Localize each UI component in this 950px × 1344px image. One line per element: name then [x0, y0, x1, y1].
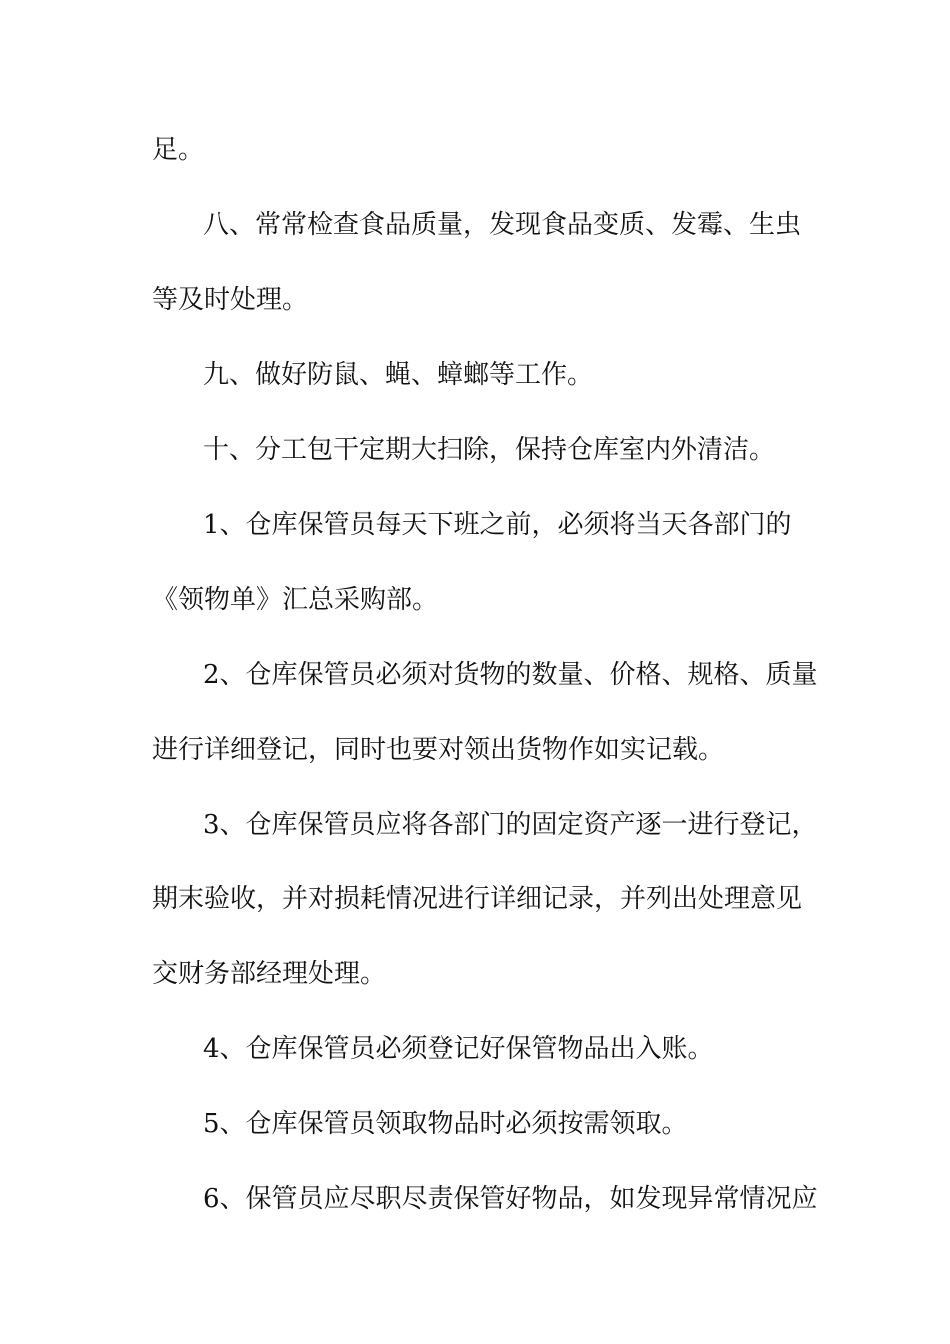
paragraph-line-13: 4、仓库保管员必须登记好保管物品出入账。 [203, 1034, 714, 1064]
paragraph-line-11: 期末验收，并对损耗情况进行详细记录，并列出处理意见 [152, 884, 803, 914]
paragraph-line-1: 足。 [152, 135, 205, 165]
paragraph-line-4: 九、做好防鼠、蝇、蟑螂等工作。 [203, 360, 594, 390]
paragraph-line-3: 等及时处理。 [152, 285, 309, 315]
paragraph-line-5: 十、分工包干定期大扫除，保持仓库室内外清洁。 [203, 435, 776, 465]
paragraph-line-2: 八、常常检查食品质量，发现食品变质、发霉、生虫 [203, 210, 802, 240]
paragraph-line-14: 5、仓库保管员领取物品时必须按需领取。 [203, 1109, 688, 1139]
paragraph-line-8: 2、仓库保管员必须对货物的数量、价格、规格、质量 [203, 660, 818, 690]
paragraph-line-7: 《领物单》汇总采购部。 [152, 585, 439, 615]
paragraph-line-10: 3、仓库保管员应将各部门的固定资产逐一进行登记， [203, 810, 818, 840]
paragraph-line-9: 进行详细登记，同时也要对领出货物作如实记载。 [152, 735, 725, 765]
paragraph-line-15: 6、保管员应尽职尽责保管好物品，如发现异常情况应 [203, 1184, 818, 1214]
paragraph-line-12: 交财务部经理处理。 [152, 959, 387, 989]
paragraph-line-6: 1、仓库保管员每天下班之前，必须将当天各部门的 [203, 510, 792, 540]
